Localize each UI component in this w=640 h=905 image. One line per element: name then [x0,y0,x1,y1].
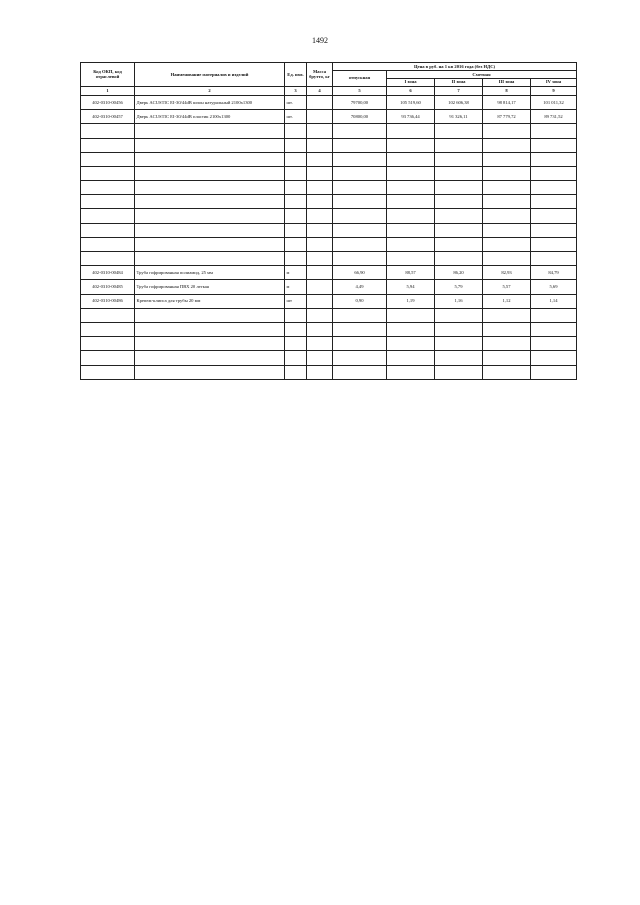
cell-code: 402-0310-00456 [81,95,135,109]
header-code: Код ОКП, код отраслевой [81,63,135,87]
cell-unit [285,252,307,266]
cell-code [81,351,135,365]
cell-release: 4,49 [333,280,387,294]
column-number: 2 [135,86,285,95]
table-body [81,95,577,379]
cell-release [333,124,387,138]
cell-zone3 [483,138,531,152]
cell-code: 402-0310-00484 [81,266,135,280]
cell-mass [307,181,333,195]
cell-zone2 [435,124,483,138]
cell-zone2 [435,337,483,351]
cell-zone4 [531,337,577,351]
cell-zone2 [435,209,483,223]
cell-zone1: 93 736,44 [387,110,435,124]
table-row [81,138,577,152]
cell-code [81,322,135,336]
table-row [81,365,577,379]
cell-mass [307,152,333,166]
cell-mass [307,252,333,266]
cell-zone4 [531,237,577,251]
cell-name [135,351,285,365]
cell-unit [285,337,307,351]
cell-release [333,252,387,266]
cell-release [333,365,387,379]
header-release: отпускная [333,70,387,86]
cell-zone3 [483,223,531,237]
table-row [81,124,577,138]
cell-code [81,124,135,138]
cell-zone3: 98 814,17 [483,95,531,109]
cell-zone4 [531,124,577,138]
cell-zone1: 1,19 [387,294,435,308]
table-row [81,237,577,251]
column-number: 5 [333,86,387,95]
cell-zone1: 88,57 [387,266,435,280]
cell-name: Труба гофрированная ПВХ 20 легкая [135,280,285,294]
cell-code [81,209,135,223]
cell-zone2 [435,166,483,180]
cell-zone1 [387,152,435,166]
cell-zone2: 91 326,11 [435,110,483,124]
cell-mass [307,223,333,237]
cell-unit [285,138,307,152]
cell-unit: шт. [285,110,307,124]
cell-zone4: 84,79 [531,266,577,280]
cell-zone3 [483,365,531,379]
cell-zone1 [387,237,435,251]
cell-mass [307,209,333,223]
cell-zone1 [387,124,435,138]
cell-name: Труба гофрированная полиамид, 25 мм [135,266,285,280]
table-row [81,181,577,195]
cell-zone4: 5,69 [531,280,577,294]
cell-code: 402-0310-00486 [81,294,135,308]
cell-name: Дверь ACUSTIC EI-30/44dB пластик 2100x1300 [135,110,285,124]
cell-zone3 [483,124,531,138]
cell-name [135,337,285,351]
cell-zone4 [531,322,577,336]
cell-mass [307,280,333,294]
cell-code [81,237,135,251]
table-row [81,266,577,280]
cell-release: 70800,00 [333,110,387,124]
table-row [81,308,577,322]
cell-mass [307,124,333,138]
cell-zone3 [483,237,531,251]
column-number: 9 [531,86,577,95]
cell-zone2 [435,308,483,322]
header-zone4: IV зона [531,78,577,86]
cell-code [81,166,135,180]
cell-zone3 [483,166,531,180]
cell-zone3 [483,181,531,195]
cell-zone2 [435,252,483,266]
cell-zone2 [435,223,483,237]
header-mass: Масса брутто, кг [307,63,333,87]
cell-zone3 [483,308,531,322]
cell-zone1 [387,195,435,209]
cell-zone4 [531,181,577,195]
price-table [80,62,577,380]
cell-mass [307,166,333,180]
cell-unit [285,223,307,237]
cell-mass [307,110,333,124]
column-number: 8 [483,86,531,95]
cell-name [135,124,285,138]
cell-zone1 [387,209,435,223]
cell-code [81,223,135,237]
cell-code [81,337,135,351]
cell-name [135,181,285,195]
header-zone3: III зона [483,78,531,86]
cell-unit [285,209,307,223]
cell-unit [285,237,307,251]
cell-unit [285,166,307,180]
cell-mass [307,337,333,351]
cell-name [135,252,285,266]
cell-unit: шт. [285,95,307,109]
column-number: 3 [285,86,307,95]
header-estimate: Сметная [387,70,577,78]
cell-zone1 [387,308,435,322]
cell-code [81,252,135,266]
cell-zone4: 89 731,52 [531,110,577,124]
table-row [81,351,577,365]
cell-unit: шт [285,294,307,308]
cell-mass [307,138,333,152]
cell-zone2: 1,16 [435,294,483,308]
cell-mass [307,266,333,280]
cell-release [333,209,387,223]
cell-zone1 [387,365,435,379]
table-row [81,252,577,266]
cell-name [135,195,285,209]
cell-zone3 [483,351,531,365]
cell-release: 66,90 [333,266,387,280]
cell-zone1 [387,337,435,351]
cell-zone4 [531,166,577,180]
cell-name: Дверь ACUSTIC EI-30/44dB шпон натуральный 2100x1300 [135,95,285,109]
cell-unit [285,195,307,209]
cell-zone1 [387,223,435,237]
cell-zone4 [531,351,577,365]
cell-zone4 [531,308,577,322]
cell-code [81,195,135,209]
cell-zone1 [387,322,435,336]
cell-unit [285,308,307,322]
cell-release [333,166,387,180]
cell-mass [307,365,333,379]
cell-name [135,322,285,336]
cell-zone3: 5,57 [483,280,531,294]
cell-mass [307,237,333,251]
table-row [81,110,577,124]
cell-zone2 [435,181,483,195]
cell-name [135,223,285,237]
cell-release [333,138,387,152]
cell-code: 402-0310-00457 [81,110,135,124]
cell-release [333,308,387,322]
cell-zone1 [387,138,435,152]
header-name: Наименование материалов и изделий [135,63,285,87]
cell-zone4 [531,138,577,152]
header-unit: Ед. изм. [285,63,307,87]
cell-code [81,181,135,195]
cell-zone3 [483,322,531,336]
cell-zone2 [435,351,483,365]
cell-unit [285,124,307,138]
cell-name: Крепеж-клипса для трубы 20 мм [135,294,285,308]
cell-name [135,152,285,166]
cell-name [135,237,285,251]
cell-zone2: 102 606,38 [435,95,483,109]
table-row [81,166,577,180]
cell-release [333,152,387,166]
cell-zone1: 5,94 [387,280,435,294]
header-zone1: I зона [387,78,435,86]
table-row [81,152,577,166]
cell-release: 79700,00 [333,95,387,109]
cell-name [135,138,285,152]
cell-zone4: 101 011,32 [531,95,577,109]
table-row [81,280,577,294]
cell-release [333,223,387,237]
cell-zone2 [435,195,483,209]
cell-code [81,152,135,166]
cell-mass [307,294,333,308]
cell-zone3: 1,12 [483,294,531,308]
column-number-row [81,86,577,95]
cell-zone3 [483,337,531,351]
table-row [81,195,577,209]
table-row [81,223,577,237]
table-row [81,337,577,351]
cell-mass [307,322,333,336]
cell-release [333,322,387,336]
cell-zone1 [387,166,435,180]
cell-name [135,209,285,223]
cell-name [135,166,285,180]
cell-zone2: 86,20 [435,266,483,280]
cell-zone4 [531,152,577,166]
page-number: 1492 [312,36,328,45]
cell-zone4 [531,252,577,266]
cell-zone1 [387,181,435,195]
cell-unit [285,152,307,166]
cell-release [333,337,387,351]
cell-zone4 [531,223,577,237]
header-price: Цена в руб. на 1 кв 2016 года (без НДС) [333,63,577,71]
cell-unit [285,351,307,365]
cell-zone1 [387,252,435,266]
table-row [81,294,577,308]
cell-code [81,308,135,322]
cell-unit [285,181,307,195]
cell-mass [307,195,333,209]
cell-release [333,195,387,209]
cell-zone2 [435,322,483,336]
cell-zone4 [531,195,577,209]
cell-release: 0,90 [333,294,387,308]
cell-code [81,365,135,379]
cell-name [135,308,285,322]
cell-unit [285,322,307,336]
cell-code: 402-0310-00485 [81,280,135,294]
cell-release [333,237,387,251]
cell-zone4 [531,209,577,223]
cell-zone3 [483,209,531,223]
header-zone2: II зона [435,78,483,86]
cell-zone2 [435,138,483,152]
column-number: 7 [435,86,483,95]
cell-code [81,138,135,152]
table-row [81,95,577,109]
cell-zone2 [435,237,483,251]
cell-release [333,351,387,365]
cell-zone3: 82,93 [483,266,531,280]
cell-zone2: 5,79 [435,280,483,294]
cell-unit: м [285,280,307,294]
cell-mass [307,308,333,322]
cell-zone2 [435,152,483,166]
cell-mass [307,351,333,365]
cell-zone1 [387,351,435,365]
cell-unit: м [285,266,307,280]
cell-zone4 [531,365,577,379]
cell-unit [285,365,307,379]
cell-zone1: 105 519,60 [387,95,435,109]
column-number: 4 [307,86,333,95]
cell-zone3 [483,252,531,266]
column-number: 6 [387,86,435,95]
table-row [81,209,577,223]
cell-zone2 [435,365,483,379]
table-row [81,322,577,336]
cell-zone3 [483,152,531,166]
cell-zone4: 1,14 [531,294,577,308]
cell-zone3 [483,195,531,209]
cell-release [333,181,387,195]
cell-name [135,365,285,379]
cell-zone3: 87 779,72 [483,110,531,124]
cell-mass [307,95,333,109]
column-number: 1 [81,86,135,95]
